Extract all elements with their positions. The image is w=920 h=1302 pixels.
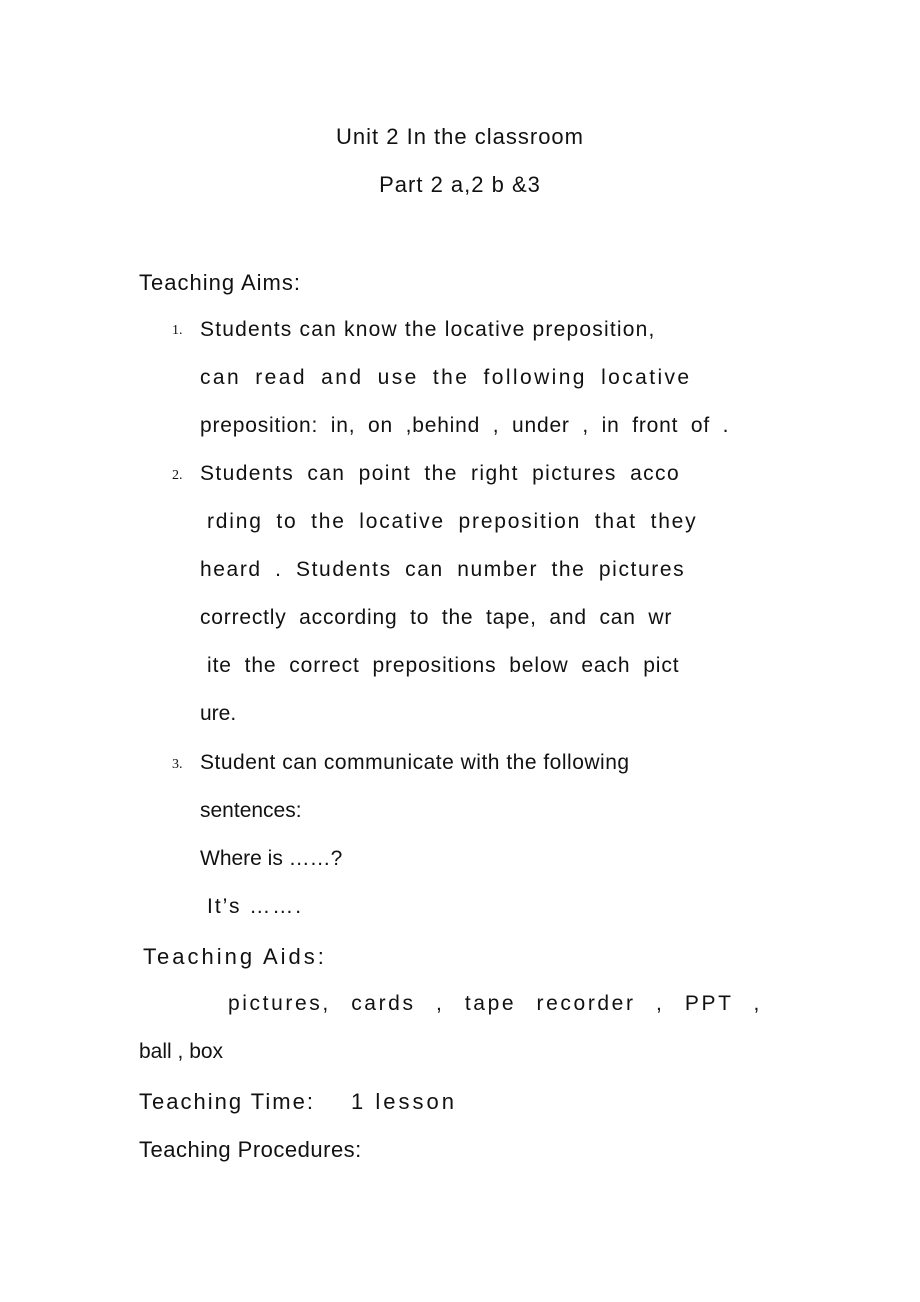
teaching-aims-heading: Teaching Aims: — [139, 270, 301, 295]
aim-2-line-3: heard . Students can number the pictures — [200, 558, 686, 581]
aim-3-line-1: Student can communicate with the following — [200, 751, 630, 774]
aim-3-line-2: sentences: — [200, 799, 302, 822]
teaching-procedures-heading: Teaching Procedures: — [139, 1137, 362, 1162]
aim-3-line-3: Where is ……? — [200, 847, 343, 870]
teaching-aids-line-1: pictures, cards , tape recorder , PPT , — [228, 992, 762, 1015]
page-title: Unit 2 In the classroom — [336, 124, 584, 149]
teaching-time-value: 1 lesson — [351, 1089, 457, 1114]
aim-1-line-2: can read and use the following locative — [200, 366, 692, 389]
aim-2-number: 2. — [172, 468, 183, 483]
aim-2-line-2: rding to the locative preposition that they — [207, 510, 698, 533]
aim-2-line-6: ure. — [200, 702, 237, 725]
aim-1-line-3: preposition: in, on ,behind , under , in front of . — [200, 414, 730, 437]
aim-2-line-5: ite the correct prepositions below each pict — [207, 654, 680, 677]
teaching-time-heading: Teaching Time: — [139, 1089, 315, 1114]
aim-3-number: 3. — [172, 757, 183, 772]
aim-1-line-1: Students can know the locative preposition, — [200, 318, 656, 341]
aim-2-line-4: correctly according to the tape, and can wr — [200, 606, 673, 629]
teaching-aids-heading: Teaching Aids: — [143, 944, 327, 969]
page-subtitle: Part 2 a,2 b &3 — [379, 172, 541, 197]
aim-3-line-4: It’s ……. — [207, 895, 304, 918]
teaching-aids-line-2: ball , box — [139, 1040, 224, 1063]
aim-2-line-1: Students can point the right pictures acco — [200, 462, 681, 485]
aim-1-number: 1. — [172, 323, 183, 338]
